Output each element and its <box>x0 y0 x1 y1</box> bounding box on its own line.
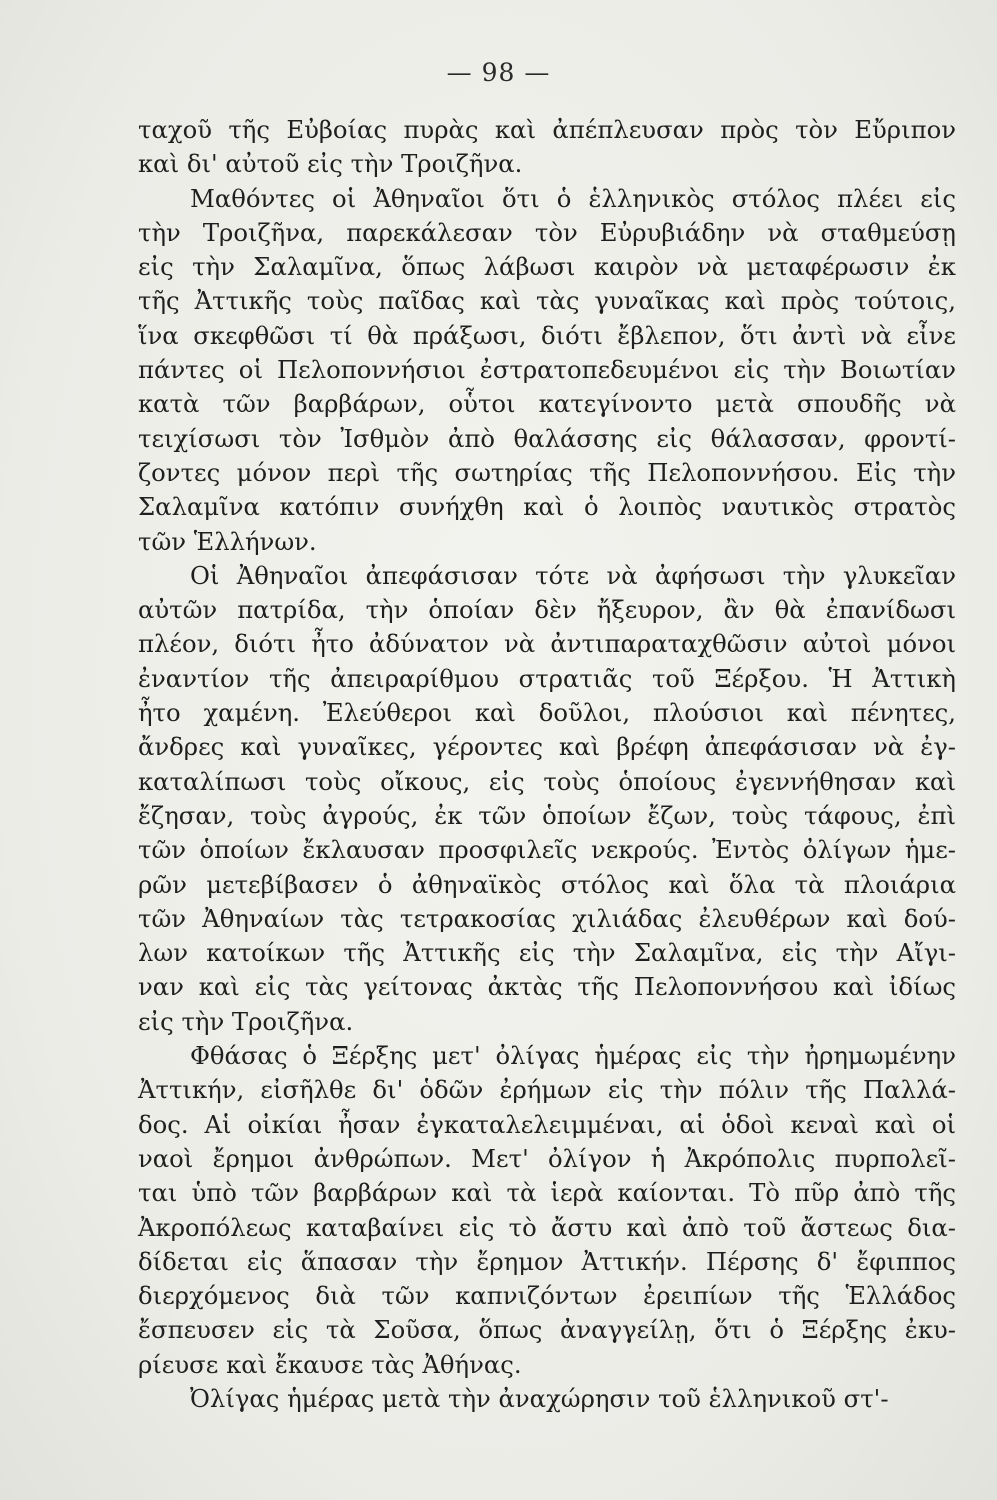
paragraph-start-line: Ὀλίγας ἡμέρας μετὰ τὴν ἀναχώρησιν τοῦ ἑλληνικοῦ στ'- <box>190 1383 889 1413</box>
text-line: τειχίσωσι τὸν Ἰσθμὸν ἀπὸ θαλάσσης εἰς θάλασσαν, φροντί- <box>138 423 956 453</box>
text-line: τὴν Τροιζῆνα, παρεκάλεσαν τὸν Εὐρυβιάδην νὰ σταθμεύσῃ <box>138 217 956 247</box>
text-line: τῶν Ἀθηναίων τὰς τετρακοσίας χιλιάδας ἐλευθέρων καὶ δού- <box>138 903 956 933</box>
text-line: εἰς τὴν Τροιζῆνα. <box>138 1006 354 1036</box>
text-line: αὐτῶν πατρίδα, τὴν ὁποίαν δὲν ἤξευρον, ἂν θὰ ἐπανίδωσι <box>138 595 956 625</box>
text-line: δος. Αἱ οἰκίαι ἦσαν ἐγκαταλελειμμέναι, αἱ ὁδοὶ κεναὶ καὶ οἱ <box>138 1109 956 1139</box>
text-line: Ἀκροπόλεως καταβαίνει εἰς τὸ ἄστυ καὶ ἀπὸ τοῦ ἄστεως δια- <box>138 1212 956 1242</box>
text-line: Σαλαμῖνα κατόπιν συνήχθη καὶ ὁ λοιπὸς ναυτικὸς στρατὸς <box>138 492 956 522</box>
text-line: πλέον, διότι ἦτο ἀδύνατον νὰ ἀντιπαραταχθῶσιν αὐτοὶ μόνοι <box>138 629 956 659</box>
paragraph-start-line: Μαθόντες οἱ Ἀθηναῖοι ὅτι ὁ ἑλληνικὸς στόλος πλέει εἰς <box>190 183 956 213</box>
paragraph-start-line: Φθάσας ὁ Ξέρξης μετ' ὀλίγας ἡμέρας εἰς τὴν ἠρημωμένην <box>190 1041 956 1071</box>
text-line: Ἀττικήν, εἰσῆλθε δι' ὁδῶν ἐρήμων εἰς τὴν πόλιν τῆς Παλλά- <box>138 1075 956 1105</box>
text-line: καὶ δι' αὐτοῦ εἰς τὴν Τροιζῆνα. <box>138 149 523 179</box>
text-line: ἐναντίον τῆς ἀπειραρίθμου στρατιᾶς τοῦ Ξέρξου. Ἡ Ἀττικὴ <box>138 663 956 693</box>
text-line: κατὰ τῶν βαρβάρων, οὗτοι κατεγίνοντο μετὰ σπουδῆς νὰ <box>138 389 956 419</box>
paragraph-start-line: Οἱ Ἀθηναῖοι ἀπεφάσισαν τότε νὰ ἀφήσωσι τὴν γλυκεῖαν <box>190 560 956 590</box>
text-line: ἔζησαν, τοὺς ἀγρούς, ἐκ τῶν ὁποίων ἔζων, τοὺς τάφους, ἐπὶ <box>138 800 956 830</box>
text-line: ἄνδρες καὶ γυναῖκες, γέροντες καὶ βρέφη ἀπεφάσισαν νὰ ἐγ- <box>138 732 956 762</box>
text-line: ἵνα σκεφθῶσι τί θὰ πράξωσι, διότι ἔβλεπον, ὅτι ἀντὶ νὰ εἶνε <box>138 320 956 350</box>
text-line: ἔσπευσεν εἰς τὰ Σοῦσα, ὅπως ἀναγγείλῃ, ὅτι ὁ Ξέρξης ἐκυ- <box>138 1315 956 1345</box>
text-line: πάντες οἱ Πελοποννήσιοι ἐστρατοπεδευμένοι εἰς τὴν Βοιωτίαν <box>138 355 956 385</box>
text-line: διερχόμενος διὰ τῶν καπνιζόντων ἐρειπίων τῆς Ἑλλάδος <box>138 1281 956 1311</box>
text-line: ρῶν μετεβίβασεν ὁ ἀθηναϊκὸς στόλος καὶ ὅλα τὰ πλοιάρια <box>138 869 956 899</box>
text-line: ζοντες μόνον περὶ τῆς σωτηρίας τῆς Πελοποννήσου. Εἰς τὴν <box>138 457 956 487</box>
text-line: λων κατοίκων τῆς Ἀττικῆς εἰς τὴν Σαλαμῖνα, εἰς τὴν Αἴγι- <box>138 938 956 968</box>
text-line: ἦτο χαμένη. Ἐλεύθεροι καὶ δοῦλοι, πλούσιοι καὶ πένητες, <box>138 698 956 728</box>
body-text <box>138 113 956 1416</box>
text-line: ταχοῦ τῆς Εὐβοίας πυρὰς καὶ ἀπέπλευσαν πρὸς τὸν Εὔριπον <box>138 115 956 144</box>
text-line: ρίευσε καὶ ἔκαυσε τὰς Ἀθήνας. <box>138 1349 522 1379</box>
page-number: — 98 — <box>446 58 551 87</box>
text-line: τῶν ὁποίων ἔκλαυσαν προσφιλεῖς νεκρούς. Ἐντὸς ὀλίγων ἡμε- <box>138 835 956 865</box>
text-line: ναοὶ ἔρημοι ἀνθρώπων. Μετ' ὀλίγον ἡ Ἀκρόπολις πυρπολεῖ- <box>138 1143 956 1173</box>
text-line: ται ὑπὸ τῶν βαρβάρων καὶ τὰ ἱερὰ καίονται. Τὸ πῦρ ἀπὸ τῆς <box>138 1178 956 1208</box>
text-line: τῶν Ἑλλήνων. <box>138 526 317 556</box>
text-line: εἰς τὴν Σαλαμῖνα, ὅπως λάβωσι καιρὸν νὰ μεταφέρωσιν ἐκ <box>138 252 956 282</box>
text-line: τῆς Ἀττικῆς τοὺς παῖδας καὶ τὰς γυναῖκας καὶ πρὸς τούτοις, <box>138 286 956 316</box>
text-line: καταλίπωσι τοὺς οἴκους, εἰς τοὺς ὁποίους ἐγεννήθησαν καὶ <box>138 766 956 796</box>
text-line: ναν καὶ εἰς τὰς γείτονας ἀκτὰς τῆς Πελοποννήσου καὶ ἰδίως <box>138 972 956 1002</box>
text-line: δίδεται εἰς ἅπασαν τὴν ἔρημον Ἀττικήν. Πέρσης δ' ἔφιππος <box>138 1246 956 1276</box>
